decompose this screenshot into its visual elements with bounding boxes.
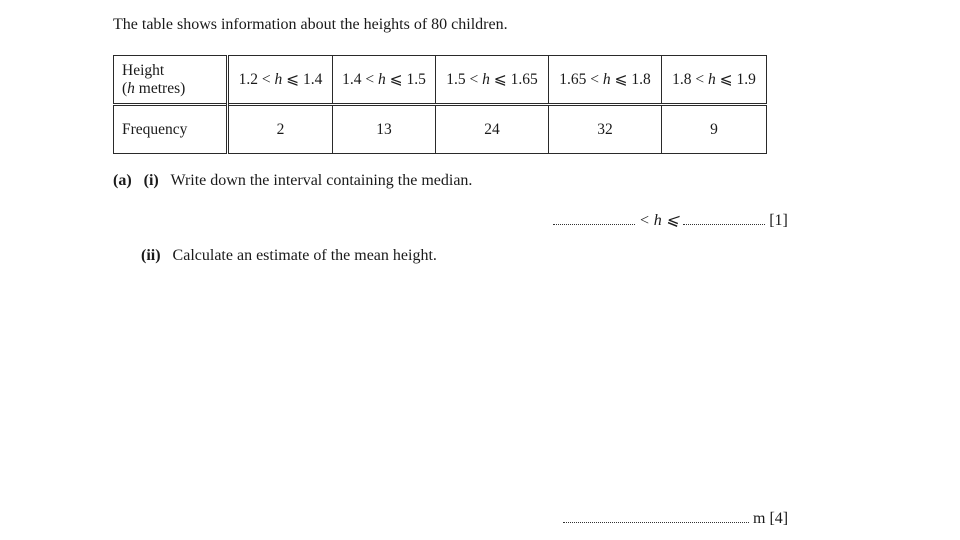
part-a-label: (a) <box>113 172 132 189</box>
interval-high: 1.65 <box>510 71 538 88</box>
question-a-ii-text: Calculate an estimate of the mean height. <box>172 247 437 264</box>
interval-cell <box>436 56 549 105</box>
interval-cell <box>333 56 436 105</box>
frequency-cell: 32 <box>549 105 662 154</box>
interval-cell <box>662 56 767 105</box>
interval-variable: h <box>602 71 611 88</box>
height-frequency-table <box>113 55 767 154</box>
le-symbol: ⩽ <box>719 71 733 88</box>
frequency-cell: 24 <box>436 105 549 154</box>
answer-blank-lower[interactable] <box>553 212 635 225</box>
height-unit: metres) <box>134 79 186 97</box>
height-row-label <box>114 56 228 105</box>
interval-low: 1.2 <box>238 71 258 88</box>
lt-symbol: < <box>695 71 705 88</box>
frequency-row <box>114 105 767 154</box>
lt-symbol: < <box>365 71 375 88</box>
height-unit-open: ( <box>122 79 128 97</box>
frequency-row-label: Frequency <box>114 105 228 154</box>
answer-unit: m <box>753 510 766 527</box>
interval-cell <box>228 56 333 105</box>
answer-line-a-ii <box>563 510 788 528</box>
height-variable: h <box>127 79 135 97</box>
marks-a-ii: [4] <box>769 510 789 527</box>
question-a-i-text: Write down the interval containing the median. <box>170 172 473 189</box>
interval-low: 1.8 <box>672 71 692 88</box>
answer-blank-upper[interactable] <box>683 212 765 225</box>
interval-high: 1.8 <box>631 71 651 88</box>
interval-low: 1.4 <box>342 71 362 88</box>
interval-high: 1.5 <box>406 71 426 88</box>
answer-blank-mean[interactable] <box>563 510 749 523</box>
part-ii-label: (ii) <box>141 247 161 264</box>
question-a-i <box>113 172 472 190</box>
interval-variable: h <box>378 71 386 88</box>
interval-cell <box>549 56 662 105</box>
interval-high: 1.4 <box>303 71 323 88</box>
part-i-label: (i) <box>143 172 159 189</box>
interval-high: 1.9 <box>736 71 756 88</box>
interval-variable: h <box>708 71 716 88</box>
le-symbol: ⩽ <box>614 71 628 88</box>
interval-variable: h <box>482 71 490 88</box>
lt-symbol: < <box>261 71 271 88</box>
interval-low: 1.65 <box>559 71 587 88</box>
interval-variable: h <box>274 71 283 88</box>
frequency-cell: 2 <box>228 105 333 154</box>
le-symbol: ⩽ <box>493 71 507 88</box>
question-a-ii <box>141 247 437 265</box>
frequency-cell: 9 <box>662 105 767 154</box>
marks-a-i: [1] <box>769 212 788 229</box>
lt-symbol: < <box>469 71 479 88</box>
answer-inequality: < h ⩽ <box>639 212 680 229</box>
le-symbol: ⩽ <box>389 71 403 88</box>
intro-text: The table shows information about the heights of 80 children. <box>113 16 508 33</box>
frequency-cell: 13 <box>333 105 436 154</box>
answer-line-a-i <box>553 210 788 230</box>
lt-symbol: < <box>590 71 599 88</box>
interval-low: 1.5 <box>446 71 466 88</box>
le-symbol: ⩽ <box>286 71 300 88</box>
height-row <box>114 56 767 105</box>
height-label: Height <box>122 61 165 79</box>
